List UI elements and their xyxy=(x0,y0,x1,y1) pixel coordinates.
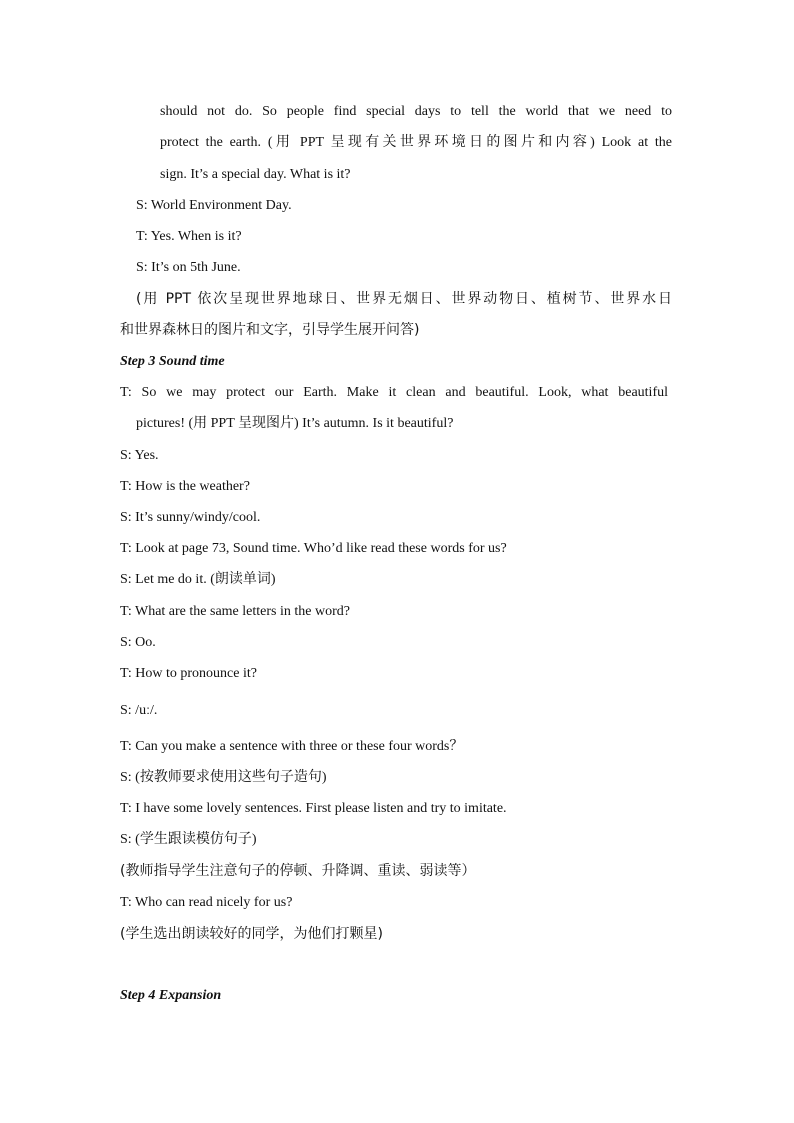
dialogue-line: T: I have some lovely sentences. First please listen and try to imitate. xyxy=(120,801,507,816)
dialogue-line: T: How to pronounce it? xyxy=(120,666,257,681)
dialogue-line: T: How is the weather? xyxy=(120,479,250,494)
dialogue-line: S: /uː/. xyxy=(120,703,158,718)
dialogue-line: T: What are the same letters in the word? xyxy=(120,604,350,619)
dialogue-line: S: Yes. xyxy=(120,448,159,463)
dialogue-line: S: It’s on 5th June. xyxy=(136,260,241,275)
body-line: (教师指导学生注意句子的停顿、升降调、重读、弱读等） xyxy=(120,863,476,879)
body-line: (用 PPT 依次呈现世界地球日、世界无烟日、世界动物日、植树节、世界水日 xyxy=(136,291,672,307)
dialogue-line: S: (学生跟读模仿句子) xyxy=(120,832,257,847)
dialogue-line: T: Yes. When is it? xyxy=(136,229,242,244)
body-line: (学生选出朗读较好的同学，为他们打颗星) xyxy=(120,926,383,942)
dialogue-line: S: It’s sunny/windy/cool. xyxy=(120,510,261,525)
dialogue-line: pictures! (用 PPT 呈现图片) It’s autumn. Is it beautiful? xyxy=(136,416,454,431)
body-line: 和世界森林日的图片和文字，引导学生展开问答) xyxy=(120,322,420,338)
body-line: protect the earth. (用 PPT 呈现有关世界环境日的图片和内容) Look at the xyxy=(160,135,672,150)
dialogue-line: S: Let me do it. (朗读单词) xyxy=(120,572,276,587)
dialogue-line: T: So we may protect our Earth. Make it clean and beautiful. Look, what beautiful xyxy=(120,385,668,400)
section-heading: Step 3 Sound time xyxy=(120,354,225,369)
dialogue-line: T: Who can read nicely for us? xyxy=(120,895,293,910)
body-line: should not do. So people find special days to tell the world that we need to xyxy=(160,104,672,119)
dialogue-line: S: Oo. xyxy=(120,635,156,650)
body-line: sign. It’s a special day. What is it? xyxy=(160,167,351,182)
dialogue-line: T: Can you make a sentence with three or these four words？ xyxy=(120,739,464,754)
dialogue-line: S: World Environment Day. xyxy=(136,198,292,213)
dialogue-line: S: (按教师要求使用这些句子造句) xyxy=(120,770,327,785)
section-heading: Step 4 Expansion xyxy=(120,988,222,1003)
dialogue-line: T: Look at page 73, Sound time. Who’d like read these words for us? xyxy=(120,541,507,556)
